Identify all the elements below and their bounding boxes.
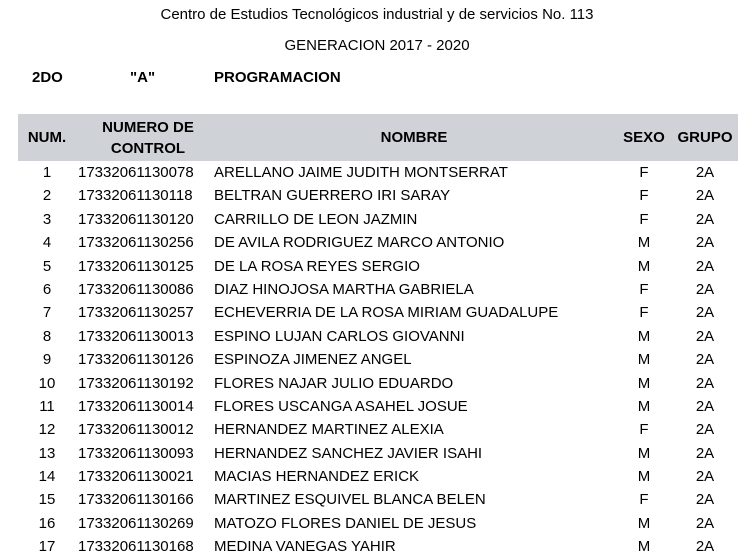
cell-sexo: F [639, 187, 649, 205]
table-row [18, 488, 738, 511]
cell-num: 14 [38, 468, 56, 486]
cell-nombre: ARELLANO JAIME JUDITH MONTSERRAT [214, 164, 508, 181]
table-row [18, 231, 738, 254]
cell-nombre: FLORES USCANGA ASAHEL JOSUE [214, 397, 468, 415]
career-label: PROGRAMACION [214, 69, 341, 86]
cell-control: 17332061130021 [78, 468, 194, 486]
cell-grupo: 2A [695, 421, 715, 439]
cell-sexo: M [637, 514, 651, 532]
cell-num: 11 [39, 397, 55, 415]
cell-num: 8 [42, 327, 52, 345]
table-row [18, 278, 738, 301]
cell-control: 17332061130118 [78, 187, 193, 205]
table-row [18, 255, 738, 278]
cell-nombre: HERNANDEZ SANCHEZ JAVIER ISAHI [214, 444, 483, 462]
school-title: Centro de Estudios Tecnológicos industrial y de servicios No. 113 [160, 6, 594, 23]
table-row [18, 395, 738, 418]
cell-grupo: 2A [695, 210, 715, 228]
cell-nombre: ESPINOZA JIMENEZ ANGEL [214, 351, 412, 369]
table-row [18, 208, 738, 231]
cell-nombre: DIAZ HINOJOSA MARTHA GABRIELA [214, 280, 474, 298]
cell-grupo: 2A [695, 280, 715, 298]
cell-control: 17332061130125 [78, 257, 194, 275]
table-row [18, 418, 738, 441]
cell-control: 17332061130126 [78, 351, 194, 369]
cell-num: 17 [38, 538, 56, 556]
cell-control: 17332061130078 [78, 164, 194, 181]
cell-sexo: F [639, 304, 649, 322]
cell-sexo: M [637, 351, 651, 369]
cell-control: 17332061130013 [78, 327, 194, 345]
cell-sexo: M [637, 257, 651, 275]
cell-sexo: M [637, 538, 651, 556]
table-row [18, 465, 738, 488]
table-row [18, 512, 738, 535]
cell-nombre: MEDINA VANEGAS YAHIR [214, 538, 396, 556]
column-header-num: NUM. [27, 129, 67, 146]
cell-grupo: 2A [695, 538, 715, 556]
table-row [18, 301, 738, 324]
cell-grupo: 2A [695, 164, 715, 181]
cell-nombre: MARTINEZ ESQUIVEL BLANCA BELEN [214, 491, 486, 509]
cell-num: 12 [38, 421, 56, 439]
cell-sexo: M [637, 234, 651, 252]
column-header-control-line1: NUMERO DE [102, 118, 194, 136]
cell-nombre: HERNANDEZ MARTINEZ ALEXIA [214, 421, 444, 439]
cell-nombre: BELTRAN GUERRERO IRI SARAY [214, 187, 451, 205]
cell-grupo: 2A [695, 257, 715, 275]
column-header-control [78, 114, 218, 161]
column-header-control-line2: CONTROL [110, 139, 186, 157]
cell-num: 7 [42, 304, 52, 322]
cell-grupo: 2A [695, 514, 715, 532]
cell-nombre: ECHEVERRIA DE LA ROSA MIRIAM GUADALUPE [214, 304, 559, 322]
cell-num: 16 [38, 514, 56, 532]
cell-control: 17332061130269 [78, 514, 194, 532]
cell-num: 6 [42, 280, 52, 298]
cell-grupo: 2A [695, 351, 715, 369]
cell-control: 17332061130256 [78, 234, 194, 252]
cell-control: 17332061130120 [78, 210, 194, 228]
cell-num: 15 [38, 491, 56, 509]
cell-grupo: 2A [695, 327, 715, 345]
cell-control: 17332061130086 [78, 280, 194, 298]
cell-nombre: DE AVILA RODRIGUEZ MARCO ANTONIO [214, 234, 505, 252]
table-header [18, 114, 738, 161]
cell-control: 17332061130014 [78, 397, 194, 415]
cell-control: 17332061130192 [78, 374, 194, 392]
cell-control: 17332061130166 [78, 491, 194, 509]
column-header-sexo: SEXO [623, 129, 665, 146]
cell-sexo: F [639, 491, 649, 509]
cell-grupo: 2A [695, 491, 715, 509]
column-header-grupo: GRUPO [677, 129, 733, 146]
cell-sexo: F [639, 280, 649, 298]
cell-num: 1 [42, 164, 52, 181]
cell-control: 17332061130012 [78, 421, 194, 439]
cell-grupo: 2A [695, 444, 715, 462]
cell-grupo: 2A [695, 374, 715, 392]
table-row [18, 442, 738, 465]
cell-nombre: ESPINO LUJAN CARLOS GIOVANNI [214, 327, 465, 345]
column-header-nombre: NOMBRE [380, 129, 448, 146]
cell-nombre: MATOZO FLORES DANIEL DE JESUS [214, 514, 477, 532]
cell-grupo: 2A [695, 234, 715, 252]
cell-sexo: F [639, 164, 649, 181]
table-row [18, 325, 738, 348]
cell-grupo: 2A [695, 468, 715, 486]
cell-nombre: CARRILLO DE LEON JAZMIN [214, 210, 418, 228]
cell-num: 10 [38, 374, 56, 392]
cell-num: 5 [42, 257, 52, 275]
cell-sexo: F [639, 421, 649, 439]
cell-sexo: M [637, 397, 651, 415]
table-row [18, 161, 738, 184]
cell-grupo: 2A [695, 187, 715, 205]
cell-nombre: FLORES NAJAR JULIO EDUARDO [214, 374, 454, 392]
table-row [18, 372, 738, 395]
cell-num: 13 [38, 444, 56, 462]
cell-nombre: MACIAS HERNANDEZ ERICK [214, 468, 420, 486]
cell-sexo: M [637, 444, 651, 462]
cell-num: 3 [42, 210, 52, 228]
cell-control: 17332061130168 [78, 538, 194, 556]
cell-num: 9 [42, 351, 52, 369]
table-row [18, 348, 738, 371]
cell-nombre: DE LA ROSA REYES SERGIO [214, 257, 420, 275]
cell-num: 2 [42, 187, 52, 205]
section-label: "A" [130, 69, 156, 86]
generation-title: GENERACION 2017 - 2020 [284, 37, 470, 54]
cell-sexo: M [637, 327, 651, 345]
cell-control: 17332061130093 [78, 444, 194, 462]
cell-grupo: 2A [695, 397, 715, 415]
cell-grupo: 2A [695, 304, 715, 322]
cell-num: 4 [42, 234, 52, 252]
student-table-body [18, 161, 738, 559]
table-row [18, 184, 738, 207]
cell-sexo: M [637, 468, 651, 486]
cell-sexo: F [639, 210, 649, 228]
table-row [18, 535, 738, 558]
cell-control: 17332061130257 [78, 304, 194, 322]
cell-sexo: M [637, 374, 651, 392]
grade-label: 2DO [32, 69, 63, 86]
